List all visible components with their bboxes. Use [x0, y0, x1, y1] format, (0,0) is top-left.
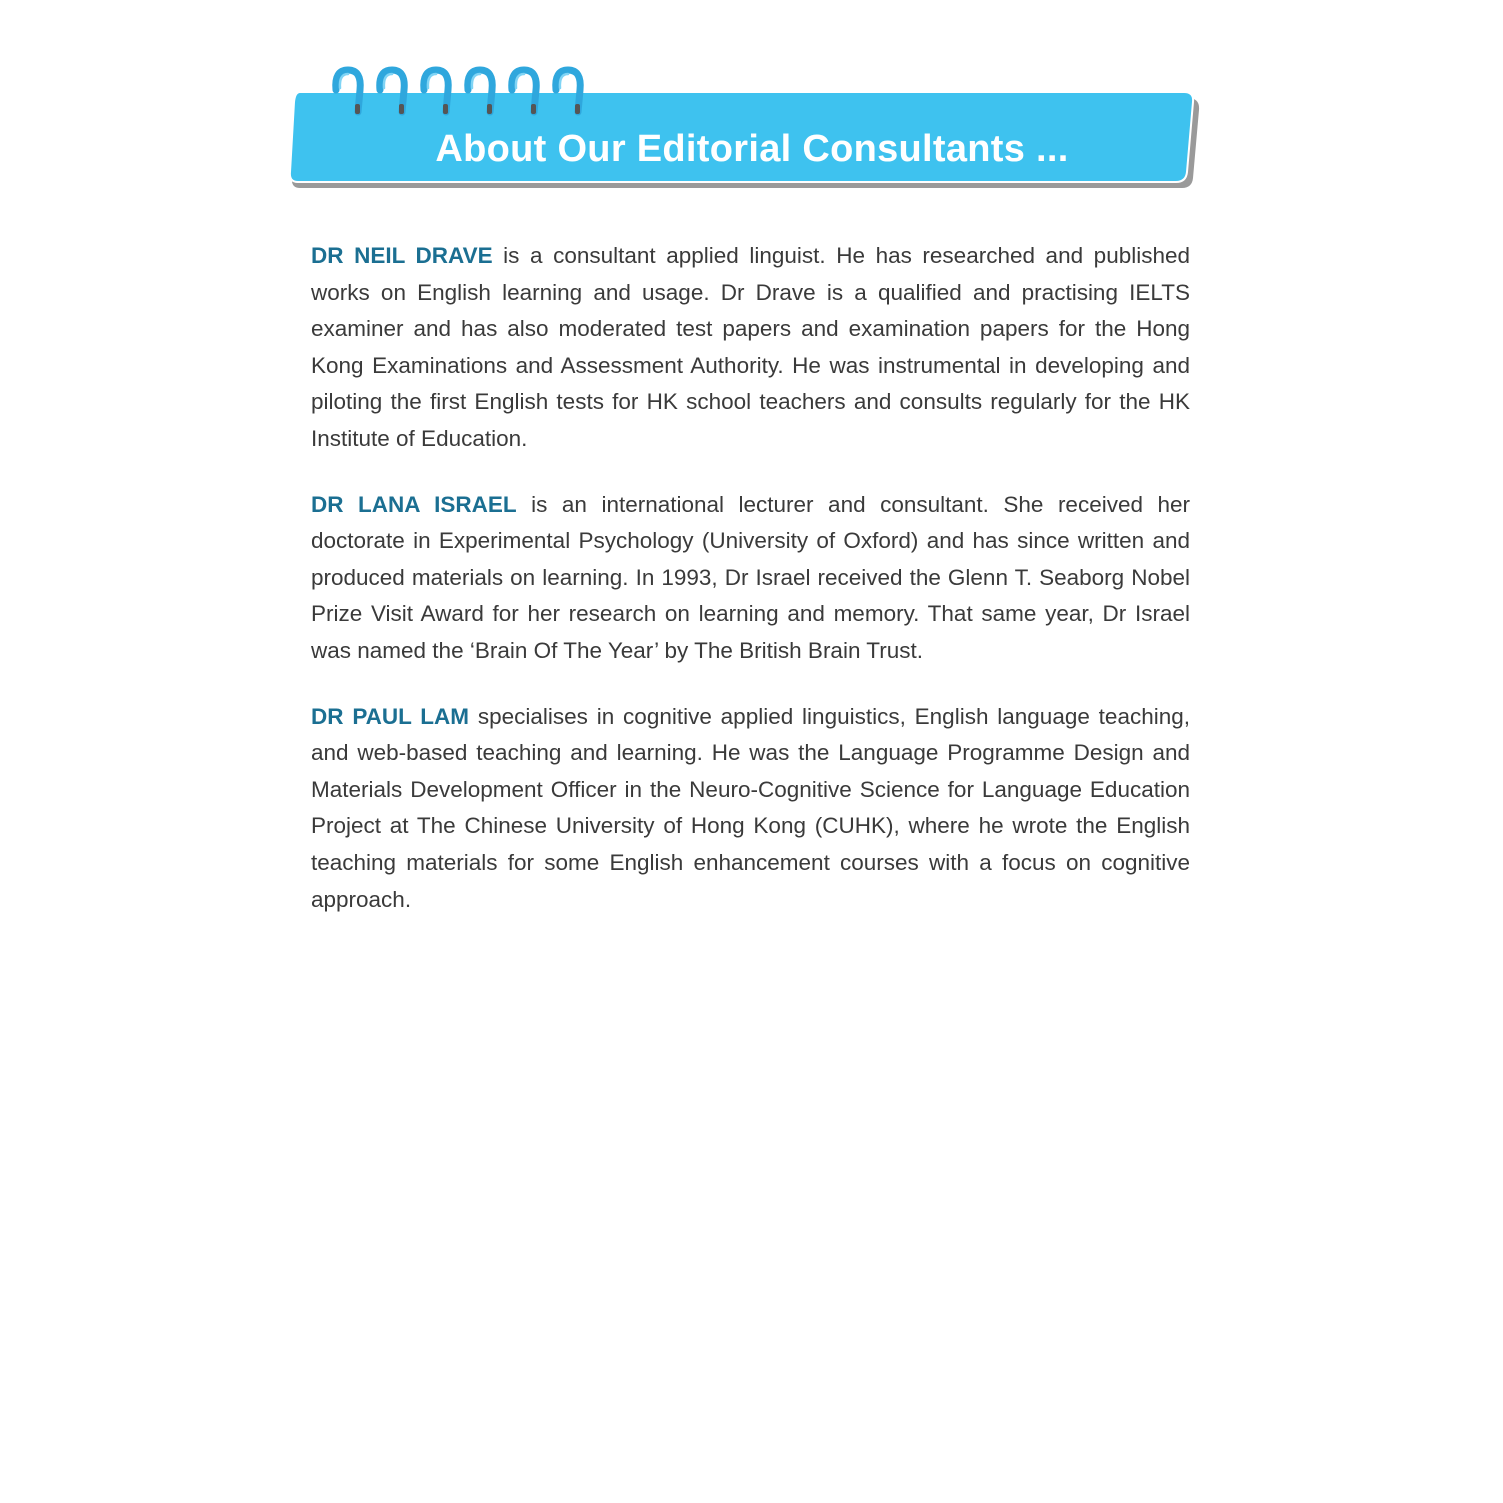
- consultant-name: DR LANA ISRAEL: [311, 491, 517, 517]
- consultant-bio: [311, 487, 1190, 670]
- consultant-description: specialises in cognitive applied linguistics, English language teaching, and web-based teaching and learning. He was the Language Programme Design and Materials Development Officer in the Neuro-Cognitive Science for Language Education Project at The Chinese University of Hong Kong (CUHK), where he wrote the English teaching materials for some English enhancement courses with a focus on cognitive approach.: [311, 703, 1190, 912]
- consultant-bio: [311, 238, 1190, 458]
- consultant-name: DR PAUL LAM: [311, 703, 470, 729]
- page-title: About Our Editorial Consultants ...: [435, 128, 1069, 170]
- consultant-name: DR NEIL DRAVE: [311, 243, 493, 268]
- consultant-description: is a consultant applied linguist. He has researched and published works on English learning and usage. Dr Drave is a qualified and practising IELTS examiner and has also moderated test papers and examination papers for the Hong Kong Examinations and Assessment Authority. He was instrumental in developing and piloting the first English tests for HK school teachers and consults regularly for the HK Institute of Education.: [311, 243, 1191, 451]
- consultant-list: [311, 238, 1190, 947]
- header-banner: [288, 60, 1200, 192]
- consultant-description: is an international lecturer and consultant. She received her doctorate in Experimental Psychology (University of Oxford) and has since written and produced materials on learning. In 1993, Dr Israel received the Glenn T. Seaborg Nobel Prize Visit Award for her research on learning and memory. That same year, Dr Israel was named the ‘Brain Of The Year’ by The British Brain Trust.: [311, 491, 1191, 663]
- consultant-bio: [311, 699, 1190, 919]
